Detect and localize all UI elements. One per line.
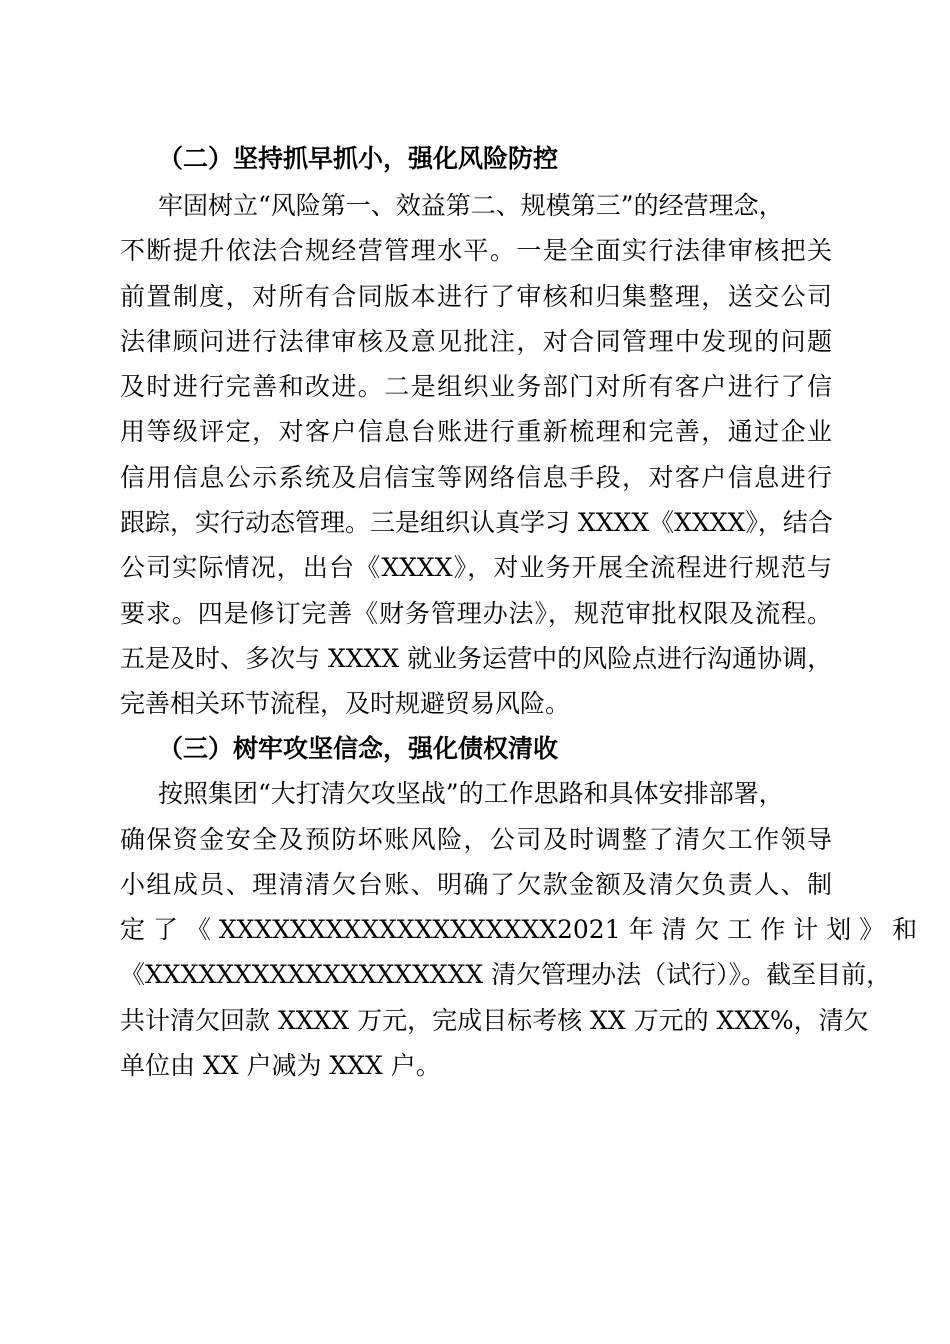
paragraph-line: 小组成员、理清清欠台账、明确了欠款金额及清欠负责人、制 xyxy=(120,870,832,899)
paragraph-line: 信用信息公示系统及启信宝等网络信息手段，对客户信息进行 xyxy=(120,463,832,492)
paragraph-line: 完善相关环节流程，及时规避贸易风险。 xyxy=(120,689,571,718)
paragraph-line: 共计清欠回款 XXXX 万元，完成目标考核 XX 万元的 XXX%，清欠 xyxy=(120,1006,869,1035)
paragraph-line: 跟踪，实行动态管理。三是组织认真学习 XXXX《XXXX》，结合 xyxy=(120,508,833,537)
paragraph-line: 单位由 XX 户减为 XXX 户。 xyxy=(120,1051,441,1080)
paragraph-line: 要求。四是修订完善《财务管理办法》，规范审批权限及流程。 xyxy=(120,599,832,628)
section-heading-2: （二）坚持抓早抓小，强化风险防控 xyxy=(158,144,559,173)
paragraph-line: 及时进行完善和改进。二是组织业务部门对所有客户进行了信 xyxy=(120,372,832,401)
paragraph-line: 确保资金安全及预防坏账风险，公司及时调整了清欠工作领导 xyxy=(120,825,832,854)
paragraph-line: 用等级评定，对客户信息台账进行重新梳理和完善，通过企业 xyxy=(120,417,832,446)
section-heading-3: （三）树牢攻坚信念，强化债权清收 xyxy=(158,734,559,763)
paragraph-line: 前置制度，对所有合同版本进行了审核和归集整理，送交公司 xyxy=(120,282,832,311)
paragraph-line: 不断提升依法合规经营管理水平。一是全面实行法律审核把关 xyxy=(120,236,832,265)
paragraph-line: 《XXXXXXXXXXXXXXXXXXX 清欠管理办法（试行）》。截至目前， xyxy=(120,960,892,989)
paragraph-line: 公司实际情况，出台《XXXX》，对业务开展全流程进行规范与 xyxy=(120,553,832,582)
paragraph-line: 牢固树立“风险第一、效益第二、规模第三”的经营理念， xyxy=(158,191,784,220)
paragraph-line: 法律顾问进行法律审核及意见批注，对合同管理中发现的问题 xyxy=(120,327,832,356)
paragraph-line: 按照集团“大打清欠攻坚战”的工作思路和具体安排部署， xyxy=(158,779,784,808)
paragraph-line: 定 了 《 XXXXXXXXXXXXXXXXXXX2021 年 清 欠 工 作 计 划 》 和 xyxy=(120,915,918,944)
paragraph-line: 五是及时、多次与 XXXX 就业务运营中的风险点进行沟通协调， xyxy=(120,644,833,673)
